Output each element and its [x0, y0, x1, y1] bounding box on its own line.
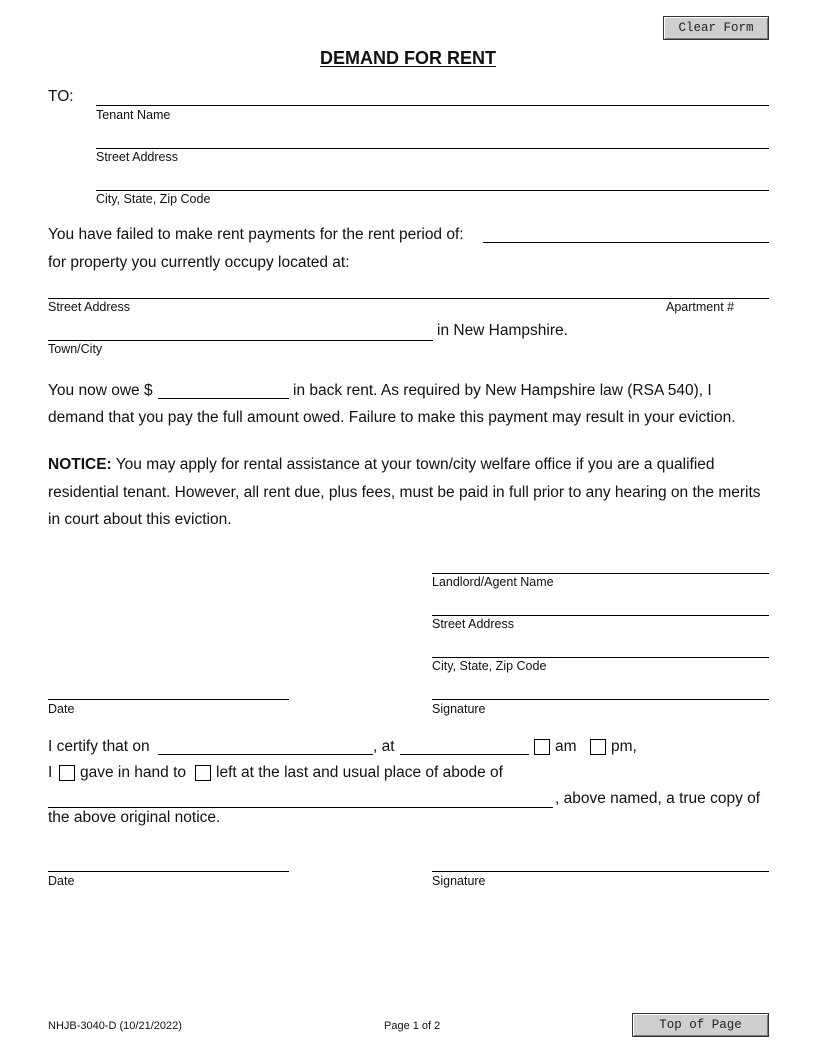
landlord-city-label: City, State, Zip Code: [432, 659, 547, 673]
am-label: am: [555, 738, 577, 755]
certify-at-text: , at: [373, 738, 395, 755]
landlord-name-input[interactable]: [432, 553, 769, 573]
notice-label: NOTICE:: [48, 456, 112, 473]
amount-owed-line: [158, 398, 289, 399]
certify-sign-date-line: [48, 871, 289, 872]
landlord-city-line: [432, 657, 769, 658]
tenant-city-input[interactable]: [96, 170, 769, 190]
tenant-city-line: [96, 190, 769, 191]
town-city-input[interactable]: [48, 320, 433, 340]
tenant-street-input[interactable]: [96, 128, 769, 148]
certify-date-line: [158, 754, 373, 755]
notice-text: You may apply for rental assistance at your town/city welfare office if you are a qualified residential tenant. However, all rent due, plus fees, must be paid in full prior to any hearing on the merits in court about this eviction.: [48, 456, 761, 528]
landlord-street-label: Street Address: [432, 617, 514, 631]
owe-suffix-text: in back rent. As required by New Hampshire law (RSA 540), I: [293, 382, 712, 399]
certify-signature-input[interactable]: [432, 851, 769, 871]
certify-signature-line: [432, 871, 769, 872]
date-label: Date: [48, 702, 75, 716]
tenant-name-line: [96, 105, 769, 106]
certify-prefix-text: I certify that on: [48, 738, 150, 755]
apartment-label: Apartment #: [666, 300, 735, 314]
pm-checkbox[interactable]: [590, 739, 606, 755]
certify-sign-date-input[interactable]: [48, 851, 289, 871]
certify-signature-label: Signature: [432, 874, 486, 888]
landlord-name-line: [432, 573, 769, 574]
page-number: Page 1 of 2: [384, 1020, 441, 1032]
served-person-input[interactable]: [48, 787, 553, 807]
amount-owed-input[interactable]: [158, 378, 289, 398]
failed-payment-text: You have failed to make rent payments for the rent period of:: [48, 226, 464, 243]
rent-period-line: [483, 242, 769, 243]
signature-label: Signature: [432, 702, 486, 716]
apartment-input[interactable]: [664, 278, 769, 298]
town-city-label: Town/City: [48, 342, 103, 356]
date-line: [48, 699, 289, 700]
left-at-abode-label: left at the last and usual place of abode of: [216, 764, 503, 781]
certify-i-text: I: [48, 764, 53, 781]
tenant-city-label: City, State, Zip Code: [96, 192, 211, 206]
tenant-name-label: Tenant Name: [96, 108, 171, 122]
certify-date-label: Date: [48, 874, 75, 888]
certify-time-input[interactable]: [400, 734, 529, 754]
date-input[interactable]: [48, 679, 289, 699]
gave-in-hand-checkbox[interactable]: [59, 765, 75, 781]
property-street-label: Street Address: [48, 300, 130, 314]
landlord-street-line: [432, 615, 769, 616]
certify-date-input[interactable]: [158, 734, 373, 754]
left-at-abode-checkbox[interactable]: [195, 765, 211, 781]
top-of-page-button[interactable]: Top of Page: [632, 1013, 769, 1037]
served-person-line: [48, 807, 553, 808]
gave-in-hand-label: gave in hand to: [80, 764, 187, 781]
pm-label: pm,: [611, 738, 637, 755]
signature-line: [432, 699, 769, 700]
owe-prefix-text: You now owe $: [48, 382, 153, 399]
certify-time-line: [400, 754, 529, 755]
signature-input[interactable]: [432, 679, 769, 699]
landlord-street-input[interactable]: [432, 595, 769, 615]
property-street-input[interactable]: [48, 278, 658, 298]
above-named-text: , above named, a true copy of: [555, 790, 761, 807]
form-id: NHJB-3040-D (10/21/2022): [48, 1020, 182, 1032]
town-city-line: [48, 340, 433, 341]
property-street-line: [48, 298, 769, 299]
clear-form-button[interactable]: Clear Form: [663, 16, 769, 40]
property-location-text: for property you currently occupy located at:: [48, 254, 350, 271]
original-notice-text: the above original notice.: [48, 809, 221, 826]
form-title: DEMAND FOR RENT: [320, 48, 496, 68]
landlord-name-label: Landlord/Agent Name: [432, 575, 554, 589]
tenant-street-line: [96, 148, 769, 149]
in-new-hampshire-text: in New Hampshire.: [437, 322, 568, 339]
to-label: TO:: [48, 88, 74, 105]
tenant-street-label: Street Address: [96, 150, 178, 164]
landlord-city-input[interactable]: [432, 637, 769, 657]
tenant-name-input[interactable]: [96, 85, 769, 105]
demand-text: demand that you pay the full amount owed. Failure to make this payment may result in your eviction.: [48, 409, 736, 426]
notice-paragraph: [48, 451, 770, 534]
am-checkbox[interactable]: [534, 739, 550, 755]
rent-period-input[interactable]: [483, 222, 769, 242]
